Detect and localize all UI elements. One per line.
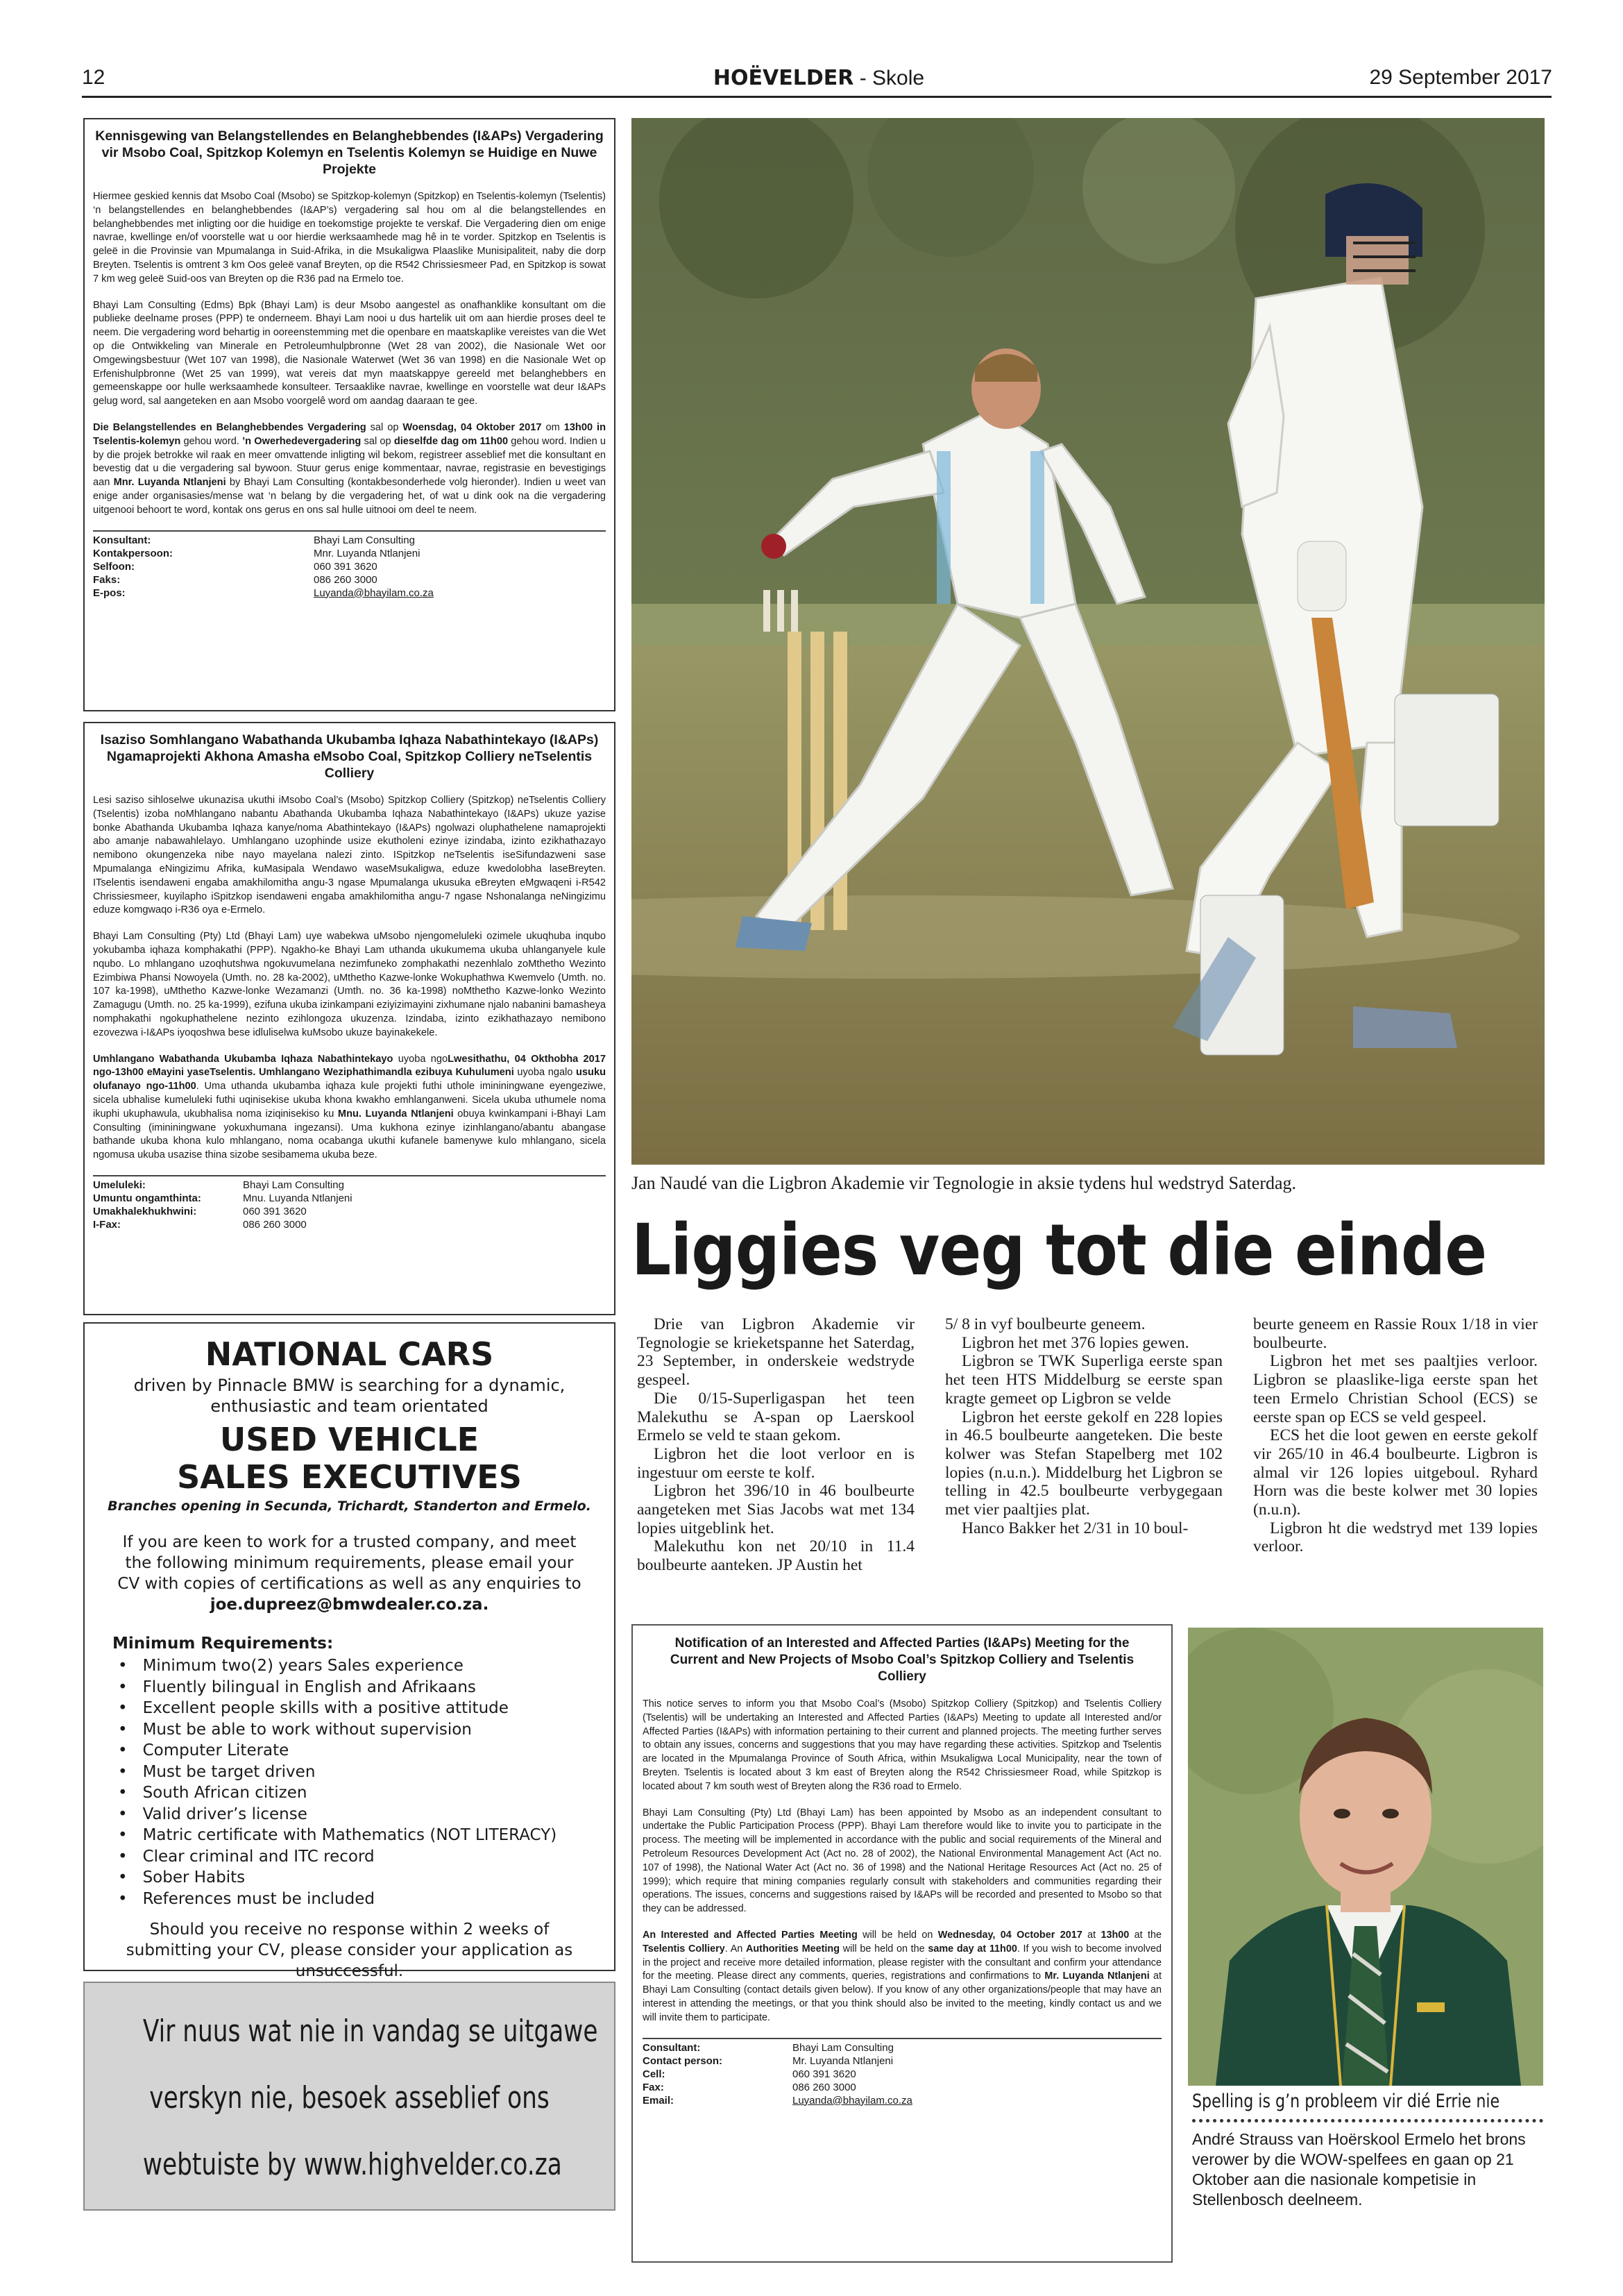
article-column <box>637 1315 915 1575</box>
page-number: 12 <box>82 66 105 89</box>
xhosa-notice <box>83 722 615 1315</box>
requirements-title: Minimum Requirements: <box>112 1635 334 1653</box>
article-paragraph: Drie van Ligbron Akademie vir Tegnologie se krieketspanne het Saterdag, 23 September, in onderskeie wedstryde gespeel. <box>637 1315 915 1390</box>
promo-line: Vir nuus wat nie in vandag se uitgawe <box>142 2014 598 2049</box>
afrikaans-contact-table <box>93 530 606 600</box>
issue-date: 29 September 2017 <box>1369 66 1552 89</box>
requirements-list <box>118 1655 600 1909</box>
english-notice-meeting-paragraph: An Interested and Affected Parties Meeting will be held on Wednesday, 04 October 2017 at 13h00 at the Tselentis Colliery. An Authorities Meeting will be held on the same day at 11h00. If you wish to become involved in the project and receive more detailed information, please register with the consultant and confirm your attendance for the meeting. Please direct any comments, queries, registrations and confirmations to Mr. Luyanda Ntlanjeni at Bhayi Lam Consulting (contact details given below). If you know of any other organizations/people that may have an interest in attending the meetings, or that you think should also be invited to the meeting, kindly contact us and we will invite them to participate. <box>643 1929 1162 2023</box>
english-notice-title: Notification of an Interested and Affected Parties (I&APs) Meeting for the Current and New Projects of Msobo Coal’s Spitzkop Colliery and Tselentis Colliery <box>670 1636 1135 1684</box>
xhosa-contact-table <box>93 1175 606 1231</box>
ad-headline: USED VEHICLE <box>219 1421 479 1458</box>
photo-caption: Jan Naudé van die Ligbron Akademie vir Tegnologie in aksie tydens hul wedstryd Saterdag. <box>631 1173 1297 1193</box>
english-notice-paragraph: This notice serves to inform you that Msobo Coal’s (Msobo) Spitzkop Colliery (Spitzkop) and Tselentis Colliery (Tselentis) will be undertaking an Interested and Affected Parties (I&APs) Meeting to update all Interested and/or Affected Parties (I&APs) with information pertaining to their current and planned projects. The meeting further serves to obtain any issues, concerns and suggestions that you may have regarding these activities. Spitzkop and Tselentis are located in the Mpumalanga Province of South Africa, within Msukaligwa Local Municipality, near the town of Breyten. Tselentis is located about 3 km east of Breyten along the R542 Chrissiesmeer Road, while Spitzkop is located about 7 km south west of Breyten along the R36 road to Ermelo. <box>643 1698 1162 1792</box>
afrikaans-notice-paragraph: Bhayi Lam Consulting (Edms) Bpk (Bhayi Lam) is deur Msobo aangestel as onafhanklike konsultant om die publieke deelname proses (PPP) te onderneem. Bhayi Lam nooi u dus hartelik uit om aan hierdie proses deel te neem. Die vergadering word behartig in ooreenstemming met die openbare en maatskaplike vereistes van die Wet op die Ontwikkeling van Minerale en Petroleumhulpbronne (Wet 28 van 2002), die Nasionale Wet oor Omgewingsbestuur (Wet 107 van 1998), die Nasionale Waterwet (Wet 36 van 1998) en die Nasionale Wet op Erfenishulpbronne (Wet 25 van 1999), wat vereis dat myn maatskappye gereeld met belanghebbers en gemeenskappe oor hulle werksaamhede konsulteer. Tersaaklike navrae, kwellinge en voorstelle wat deur I&APs gelug word, sal aangeteken en aan Msobo voorgelê word om aandag daaraan te gee. <box>93 299 606 407</box>
promo-link[interactable]: webtuiste by www.highvelder.co.za <box>142 2147 562 2182</box>
promo-line: verskyn nie, besoek asseblief ons <box>149 2080 550 2116</box>
afrikaans-notice-meeting-paragraph: Die Belangstellendes en Belanghebbendes Vergadering sal op Woensdag, 04 Oktober 2017 om 13h00 in Tselentis-kolemyn gehou word. ’n Owerhedevergadering sal op dieselfde dag om 11h00 gehou word. Indien u by die projek betrokke wil raak en meer omvattende inligting wil bekom, registreer asseblief met die konsultant en bevestig dat u die vergadering sal bywoon. Stuur gerus enige kommentaar, navrae, registrasie en bevestigings aan Mnr. Luyanda Ntlanjeni by Bhayi Lam Consulting (kontakbesonderhede volg hieronder). Indien u weet van enige ander organisasies/mense wat ‘n belang by die vergadering het, of wat u dink ook na die vergadering uitgenooi behoort te word, kontak ons gerus en ons sal hulle uitnooi om deel te neem. <box>93 421 606 516</box>
email-link[interactable]: Luyanda@bhayilam.co.za <box>314 586 434 599</box>
ad-email-link[interactable]: joe.dupreez@bmwdealer.co.za. <box>210 1596 489 1614</box>
requirement-item: • Excellent people skills with a positive attitude <box>118 1698 600 1719</box>
xhosa-notice-paragraph: Lesi saziso sihloselwe ukunazisa ukuthi iMsobo Coal’s (Msobo) Spitzkop Colliery (Spitzkop) neTselentis Colliery (Tselentis) izoba noMhlangano nabantu Abathanda Ukubamba Iqhaza Nabathintekayo (I&APs) ukuze yazise bonke Abathanda Ukubamba Iqhaza kanye/noma Abathintekayo (I&APs) ngolwazi oluphathelene namaprojekti abo amanje nabawahlelayo. Umhlangano uzophinde usize ekutholeni ezinye izindaba, izinto ezikhathazayo nemibono okungenzeka nibe nayo mayelana nalezi zinto. ISpitzkop neTselentis iseSifundazweni sase Mpumalanga eNingizimu Afrika, kuMasipala Wendawo waseMsukaligwa, eduze kwedolobha laseBreyten. ITselentis isendaweni engaba amakhilomitha angu-3 ngase Mpumalanga ukusuka eBreyten eMgwaqeni i-R542 Chrissiesmeer, kuyilapho iSpitzkop isendaweni engaba amakhilomitha angu-7 ngase Nshonalanga neNingizimu eduze komgwaqo i-R36 oya e-Ermelo. <box>93 795 606 916</box>
article-paragraph: 5/ 8 in vyf boulbeurte geneem. <box>945 1315 1146 1333</box>
requirement-item: • Must be target driven <box>118 1762 600 1783</box>
contact-row: E-pos: Luyanda@bhayilam.co.za <box>93 586 606 600</box>
cricket-photo <box>631 118 1545 1165</box>
english-notice <box>631 1624 1173 2263</box>
section-label: - Skole <box>859 67 925 90</box>
afrikaans-notice-paragraph: Hiermee geskied kennis dat Msobo Coal (Msobo) se Spitzkop-kolemyn (Spitzkop) en Tselentis-kolemyn (Tselentis) ‘n belangstellendes en belanghebbendes (I&AP’s) vergadering sal hou om al die belangstellendes en belanghebbendes met inligting oor die huidige en toekomstige projekte te verskaf. Die Vergadering dien om enige navrae, kwellinge en/of voorstelle wat u oor hierdie werksaamhede mag hê in te vorder. Spitzkop en Tselentis is geleë in die Provinsie van Mpumalanga in Suid-Afrika, in die Msukaligwa Plaaslike Munisipaliteit, naby die dorp Breyten. Tselentis is omtrent 3 km Oos geleë vanaf Breyten, op die R542 Chrissiesmeer Pad, en Spitzkop is sowat 7 km weg geleë Suid-oos van Breyten op die R36 pad na Ermelo toe. <box>93 191 606 285</box>
ad-apply-text: If you are keen to work for a trusted company, and meet the following minimum requirements, please email your CV with copies of certifications as well as any enquiries to <box>117 1533 581 1593</box>
email-link[interactable]: Luyanda@bhayilam.co.za <box>792 2094 912 2107</box>
ad-intro: driven by Pinnacle BMW is searching for a dynamic, enthusiastic and team orientated <box>133 1376 566 1416</box>
contact-row: Umeluleki: Bhayi Lam Consulting <box>93 1179 344 1191</box>
contact-row: Kontakpersoon: Mnr. Luyanda Ntlanjeni <box>93 547 420 559</box>
article-paragraph: Ligbron het met 376 lopies gewen. <box>962 1333 1189 1352</box>
contact-row: Konsultant: Bhayi Lam Consulting <box>93 534 415 546</box>
national-cars-ad <box>83 1322 615 1980</box>
xhosa-notice-title: Isaziso Somhlangano Wabathanda Ukubamba Iqhaza Nabathintekayo (I&APs) Ngamaprojekti Akhona Amasha eMsobo Coal, Spitzkop Colliery neTselentis Colliery <box>100 732 599 781</box>
requirement-item: • South African citizen <box>118 1782 600 1804</box>
contact-row: Selfoon: 060 391 3620 <box>93 560 377 573</box>
masthead-title: HOËVELDER <box>713 66 854 90</box>
article-paragraph: beurte geneem en Rassie Roux 1/18 in vier boulbeurte. <box>1253 1315 1538 1352</box>
ad-closing-note: Should you receive no response within 2 weeks of submitting your CV, please consider your application as unsuccessful. <box>126 1921 573 1980</box>
requirement-item: • Fluently bilingual in English and Afrikaans <box>118 1677 600 1698</box>
article-paragraph: Hanco Bakker het 2/31 in 10 boul- <box>962 1519 1189 1537</box>
afrikaans-notice <box>83 118 615 711</box>
afrikaans-notice-title: Kennisgewing van Belangstellendes en Belanghebbendes (I&APs) Vergadering vir Msobo Coal, Spitzkop Kolemyn en Tselentis Kolemyn se Huidige en Nuwe Projekte <box>95 128 604 177</box>
spelling-body: André Strauss van Hoërskool Ermelo het brons verower by die WOW-spelfees en gaan op 21 Oktober aan die nasionale kompetisie in Stellenbosch deelneem. <box>1192 2130 1526 2209</box>
article-paragraph: Ligbron het die loot verloor en is ingestuur om eerste te kolf. <box>637 1444 915 1482</box>
ad-brand: NATIONAL CARS <box>205 1335 494 1373</box>
article-paragraph: Malekuthu kon net 20/10 in 11.4 boulbeurte aanteken. JP Austin het <box>637 1537 915 1575</box>
contact-row: Email: Luyanda@bhayilam.co.za <box>643 2094 1162 2107</box>
article-column <box>1253 1315 1538 1556</box>
dotted-divider <box>1192 2119 1543 2122</box>
xhosa-notice-meeting-paragraph: Umhlangano Wabathanda Ukubamba Iqhaza Nabathintekayo uyoba ngoLwesithathu, 04 Okthobha 2017 ngo-13h00 eMayini yaseTselentis. Umhlangano Weziphathimandla ezibuya Kuhulumeni uyoba ngalo usuku olufanayo ngo-11h00. Uma uthanda ukubamba iqhaza kule projekti futhi uthole imininingwane eyengeziwe, sicela ubhalise kumeluleki futhi uqinisekise ukuba khona kwakho emhlanganweni. Sicela ukuba uthumele noma ikuphi ukuphawula, ukubhalisa noma iziqinisekiso ku Mnu. Luyanda Ntlanjeni obuya kwinkampani i-Bhayi Lam Consulting (imininingwane yokuxhumana ingezansi). Uma kukhona ezinye izinhlangano/abantu abangase bathande ukuba khona kulo mhlangano, noma ocabanga ukuthi kufanele bamenywe kulo mhlangano, sicela ngomusa ukuba usazise thina sizobe sesibamema ukuba beze. <box>93 1053 606 1161</box>
contact-row: Cell: 060 391 3620 <box>643 2068 856 2080</box>
english-notice-paragraph: Bhayi Lam Consulting (Pty) Ltd (Bhayi Lam) has been appointed by Msobo as an independent consultant to undertake the Public Participation Process (PPP). Bhayi Lam therefore would like to invite you to participate in the process. The meeting will be implemented in accordance with the public and social requirements of the Mineral and Petroleum Resources Development Act (Act no. 28 of 2002), the National Environmental Management Act (Act no. 107 of 1998), the National Water Act (Act no. 36 of 1998) and the National Heritage Resources Act (Act no. 25 of 1999); which require that mining companies regularly consult with stakeholders and communities regarding their operations. The issues, concerns and suggestions raised by I&APs will be recorded and presented to Msobo so that they can be addressed. <box>643 1807 1162 1915</box>
header-rule <box>82 96 1552 98</box>
contact-row: Fax: 086 260 3000 <box>643 2081 856 2093</box>
article-column <box>945 1315 1223 1537</box>
xhosa-notice-paragraph: Bhayi Lam Consulting (Pty) Ltd (Bhayi Lam) uye wabekwa uMsobo njengomeluleki ozimele ukuqhuba inqubo yokubamba iqhaza komphakathi (PPP). Ngakho-ke Bhayi Lam uthanda ukukumema ukuba uhlanganyele kule nqubo. Lo mhlangano uzoqhutshwa ngokuvumelana nezimfuneko zomphakathi nezenhlalo zoMthetho Wezinto Ezimbiwa Phansi Nowoyela (Umth. no. 28 ka-2002), uMthetho Kazwe-lonke Wokuphathwa Kwemvelo (Umth. no. 107 ka-1998), uMthetho Kazwe-lonke Wezamanzi (Umth. no. 36 ka-1998) noMthetho Kazwe-lonko Wezinto Zamagugu (Umth. no. 25 ka-1999), ezifuna ukuba izinkampani eziyizimayini zixhumane njalo nabanini bamasheya nomphakathi ngokuphathelene nezinto ezihlongoza ukuzenza. Izindaba, izinto ezikhathazayo nemibono ezovezwa i-I&APs iyoqoshwa bese idluliselwa kuMsobo ukuze bayinakekele. <box>93 931 606 1038</box>
requirement-item: • Sober Habits <box>118 1867 600 1889</box>
contact-row: Contact person: Mr. Luyanda Ntlanjeni <box>643 2054 894 2067</box>
cricket-photo-image <box>631 118 1545 1165</box>
requirement-item: • References must be included <box>118 1889 600 1910</box>
requirement-item: • Computer Literate <box>118 1740 600 1762</box>
article-paragraph: ECS het die loot gewen en eerste gekolf vir 265/10 in 46.4 boulbeurte. Ligbron is almal vir 126 lopies uitgeboul. Ryhard Horn was die beste kolwer met 30 lopies (n.u.n). <box>1253 1426 1538 1519</box>
contact-row: Umuntu ongamthinta: Mnu. Luyanda Ntlanjeni <box>93 1192 352 1204</box>
requirement-item: • Clear criminal and ITC record <box>118 1846 600 1868</box>
ad-headline: SALES EXECUTIVES <box>177 1458 522 1496</box>
article-paragraph: Die 0/15-Superligaspan het teen Malekuthu se A-span op Laerskool Ermelo se veld te staan gekom. <box>637 1389 915 1445</box>
website-promo <box>83 1982 615 2211</box>
student-photo <box>1188 1628 1543 2086</box>
ad-branches: Branches opening in Secunda, Trichardt, Standerton and Ermelo. <box>108 1499 591 1514</box>
article-headline: Liggies veg tot die einde <box>631 1209 1487 1292</box>
requirement-item: • Minimum two(2) years Sales experience <box>118 1655 600 1677</box>
article-paragraph: Ligbron het eerste gekolf en 228 lopies in 46.5 boulbeurte aangeteken. Die beste kolwer was Stefan Stapelberg met 102 lopies (n.u.n.). Middelburg het Ligbron se telling in 42.5 boulbeurte verbygegaan met vier paaltjies plat. <box>945 1408 1223 1519</box>
student-photo-image <box>1188 1628 1543 2086</box>
english-contact-table <box>643 2038 1162 2107</box>
contact-row: Faks: 086 260 3000 <box>93 573 377 586</box>
requirement-item: • Valid driver’s license <box>118 1804 600 1825</box>
requirement-item: • Must be able to work without supervision <box>118 1719 600 1741</box>
article-paragraph: Ligbron het met ses paaltjies verloor. Ligbron se plaaslike-liga eerste span het teen Ermelo Christian School (ECS) se eerste span op ECS se veld gespeel. <box>1253 1352 1538 1426</box>
spelling-headline: Spelling is g’n probleem vir dié Errie nie <box>1192 2091 1500 2112</box>
article-paragraph: Ligbron ht die wedstryd met 139 lopies verloor. <box>1253 1519 1538 1556</box>
article-paragraph: Ligbron het 396/10 in 46 boulbeurte aangeteken met Sias Jacobs wat met 134 lopies uitgeblink het. <box>637 1482 915 1537</box>
article-paragraph: Ligbron se TWK Superliga eerste span het teen HTS Middelburg se eerste span kragte gemeet op Ligbron se velde <box>945 1352 1223 1408</box>
contact-row: I-Fax: 086 260 3000 <box>93 1218 307 1231</box>
contact-row: Consultant: Bhayi Lam Consulting <box>643 2041 894 2054</box>
contact-row: Umakhalekhukhwini: 060 391 3620 <box>93 1205 307 1217</box>
requirement-item: • Matric certificate with Mathematics (NOT LITERACY) <box>118 1825 600 1846</box>
